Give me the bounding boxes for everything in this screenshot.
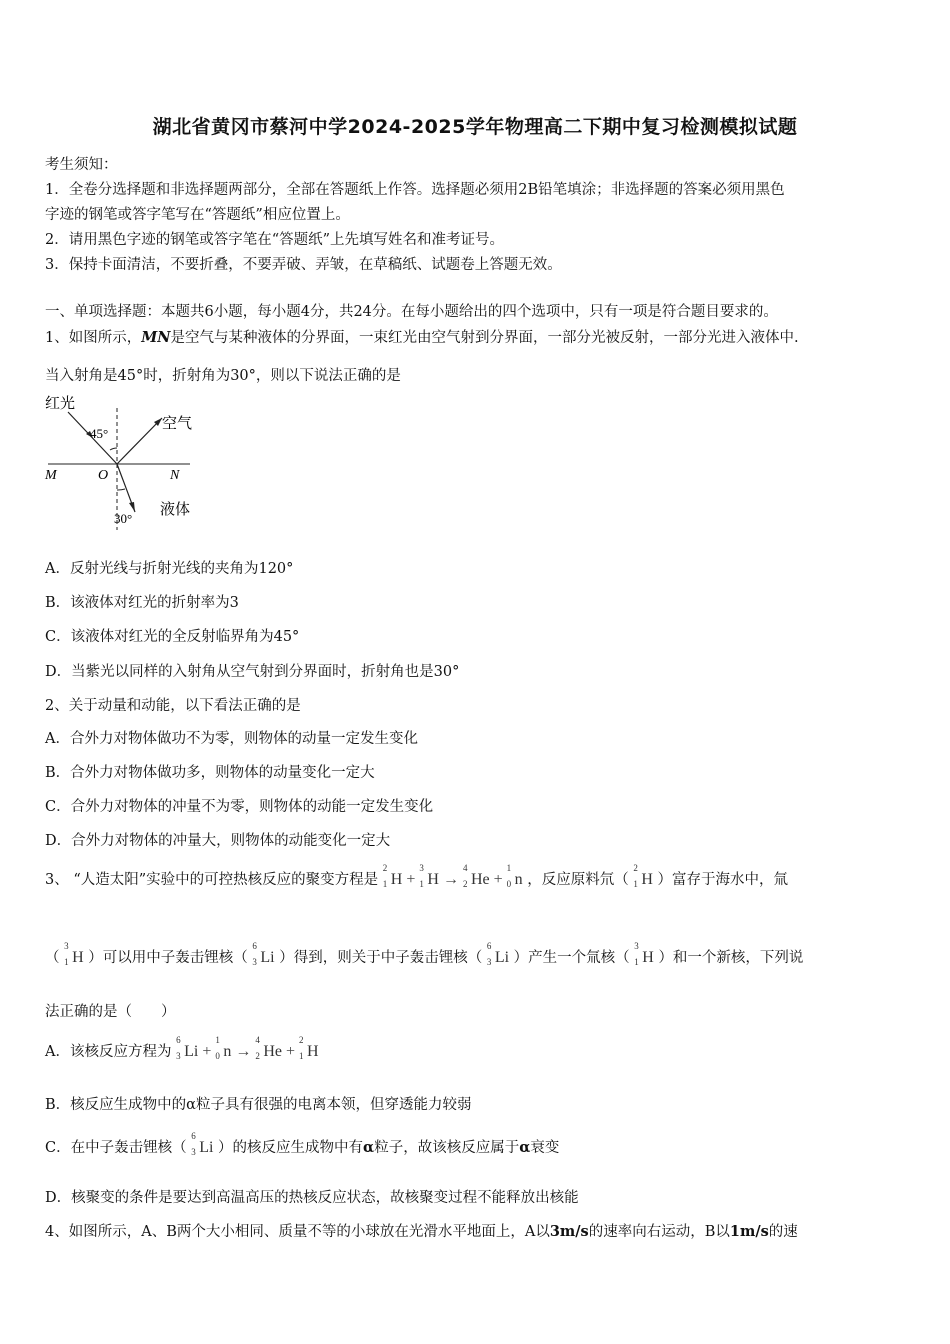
q3-option-d: D．核聚变的条件是要达到高温高压的热核反应状态，故核聚变过程不能释放出核能 [45, 1190, 579, 1206]
q1-option-a: A．反射光线与折射光线的夹角为120° [45, 561, 294, 577]
reflected-ray [117, 418, 162, 464]
q3-stem-line3: 法正确的是（ ） [45, 1004, 176, 1020]
fusion-equation: 2 1 H + 3 1 H → 4 2 He + 1 0 n [382, 863, 523, 889]
label-m: M [45, 468, 57, 483]
incident-angle-arc [110, 448, 117, 450]
q4-stem: 4、如图所示，A、B两个大小相同、质量不等的小球放在光滑水平地面上，A以3m/s的速率向右运动，B以1m/s的速 [45, 1223, 798, 1240]
label-n: N [170, 468, 180, 483]
q3-stem-line1: 3、 “人造太阳”实验中的可控热核反应的聚变方程是 2 1 H + 3 1 H → 4 2 He + 1 0 n ，反应原料氘（ 2 1 H ）富存于海水中，氚 [45, 863, 789, 889]
notice-item: 2．请用黑色字迹的钢笔或答字笔在“答题纸”上先填写姓名和准考证号。 [45, 232, 505, 248]
notice-item: 字迹的钢笔或答字笔写在“答题纸”相应位置上。 [45, 207, 350, 223]
q3-option-b: B．核反应生成物中的α粒子具有很强的电离本领，但穿透能力较弱 [45, 1097, 472, 1113]
label-liquid: 液体 [160, 502, 191, 518]
q1-option-c: C．该液体对红光的全反射临界角为45° [45, 629, 300, 645]
label-air: 空气 [162, 416, 193, 432]
label-o: O [98, 468, 109, 483]
q1-stem-line2: 当入射角是45°时，折射角为30°，则以下说法正确的是 [45, 368, 401, 384]
q1-option-b: B．该液体对红光的折射率为3 [45, 595, 239, 611]
q1-option-d: D．当紫光以同样的入射角从空气射到分界面时，折射角也是30° [45, 664, 460, 680]
q2-option-b: B．合外力对物体做功多，则物体的动量变化一定大 [45, 765, 375, 781]
q2-stem: 2、关于动量和动能，以下看法正确的是 [45, 698, 301, 714]
q2-option-d: D．合外力对物体的冲量大，则物体的动能变化一定大 [45, 833, 391, 849]
section-heading: 一、单项选择题：本题共6小题，每小题4分，共24分。在每小题给出的四个选项中，只有一项是符合题目要求的。 [45, 304, 778, 320]
q2-option-a: A．合外力对物体做功不为零，则物体的动量一定发生变化 [45, 731, 418, 747]
notice-item: 1．全卷分选择题和非选择题两部分，全部在答题纸上作答。选择题必须用2B铅笔填涂；非选择题的答案必须用黑色 [45, 182, 785, 198]
notice-item: 3．保持卡面清洁，不要折叠，不要弄破、弄皱，在草稿纸、试题卷上答题无效。 [45, 257, 562, 273]
label-angle-45: 45° [90, 426, 109, 441]
q2-option-c: C．合外力对物体的冲量不为零，则物体的动能一定发生变化 [45, 799, 434, 815]
q3-option-c: C．在中子轰击锂核（ 6 3 Li ）的核反应生成物中有α粒子，故该核反应属于α衰变 [45, 1131, 560, 1157]
refraction-angle-arc [117, 489, 125, 490]
refraction-diagram [40, 390, 220, 530]
q3-stem-line2: （ 3 1 H ）可以用中子轰击锂核（ 6 3 Li ）得到，则关于中子轰击锂核（ 6 3 Li ）产生一个氚核（ 3 1 H ）和一个新核，下列说 [45, 941, 804, 967]
q1-stem-line1: 1、如图所示，MN是空气与某种液体的分界面，一束红光由空气射到分界面，一部分光被反射，一部分光进入液体中. [45, 329, 799, 346]
label-red-light: 红光 [45, 396, 76, 412]
lithium-reaction: 6 3 Li + 1 0 n → 4 2 He + 2 1 H [176, 1035, 319, 1061]
q3-option-a: A．该核反应方程为 6 3 Li + 1 0 n → 4 2 He + 2 1 H [45, 1035, 319, 1061]
label-angle-30: 30° [114, 511, 133, 526]
page-title: 湖北省黄冈市蔡河中学2024-2025学年物理高二下期中复习检测模拟试题 [152, 116, 798, 138]
notice-heading: 考生须知： [45, 157, 118, 173]
